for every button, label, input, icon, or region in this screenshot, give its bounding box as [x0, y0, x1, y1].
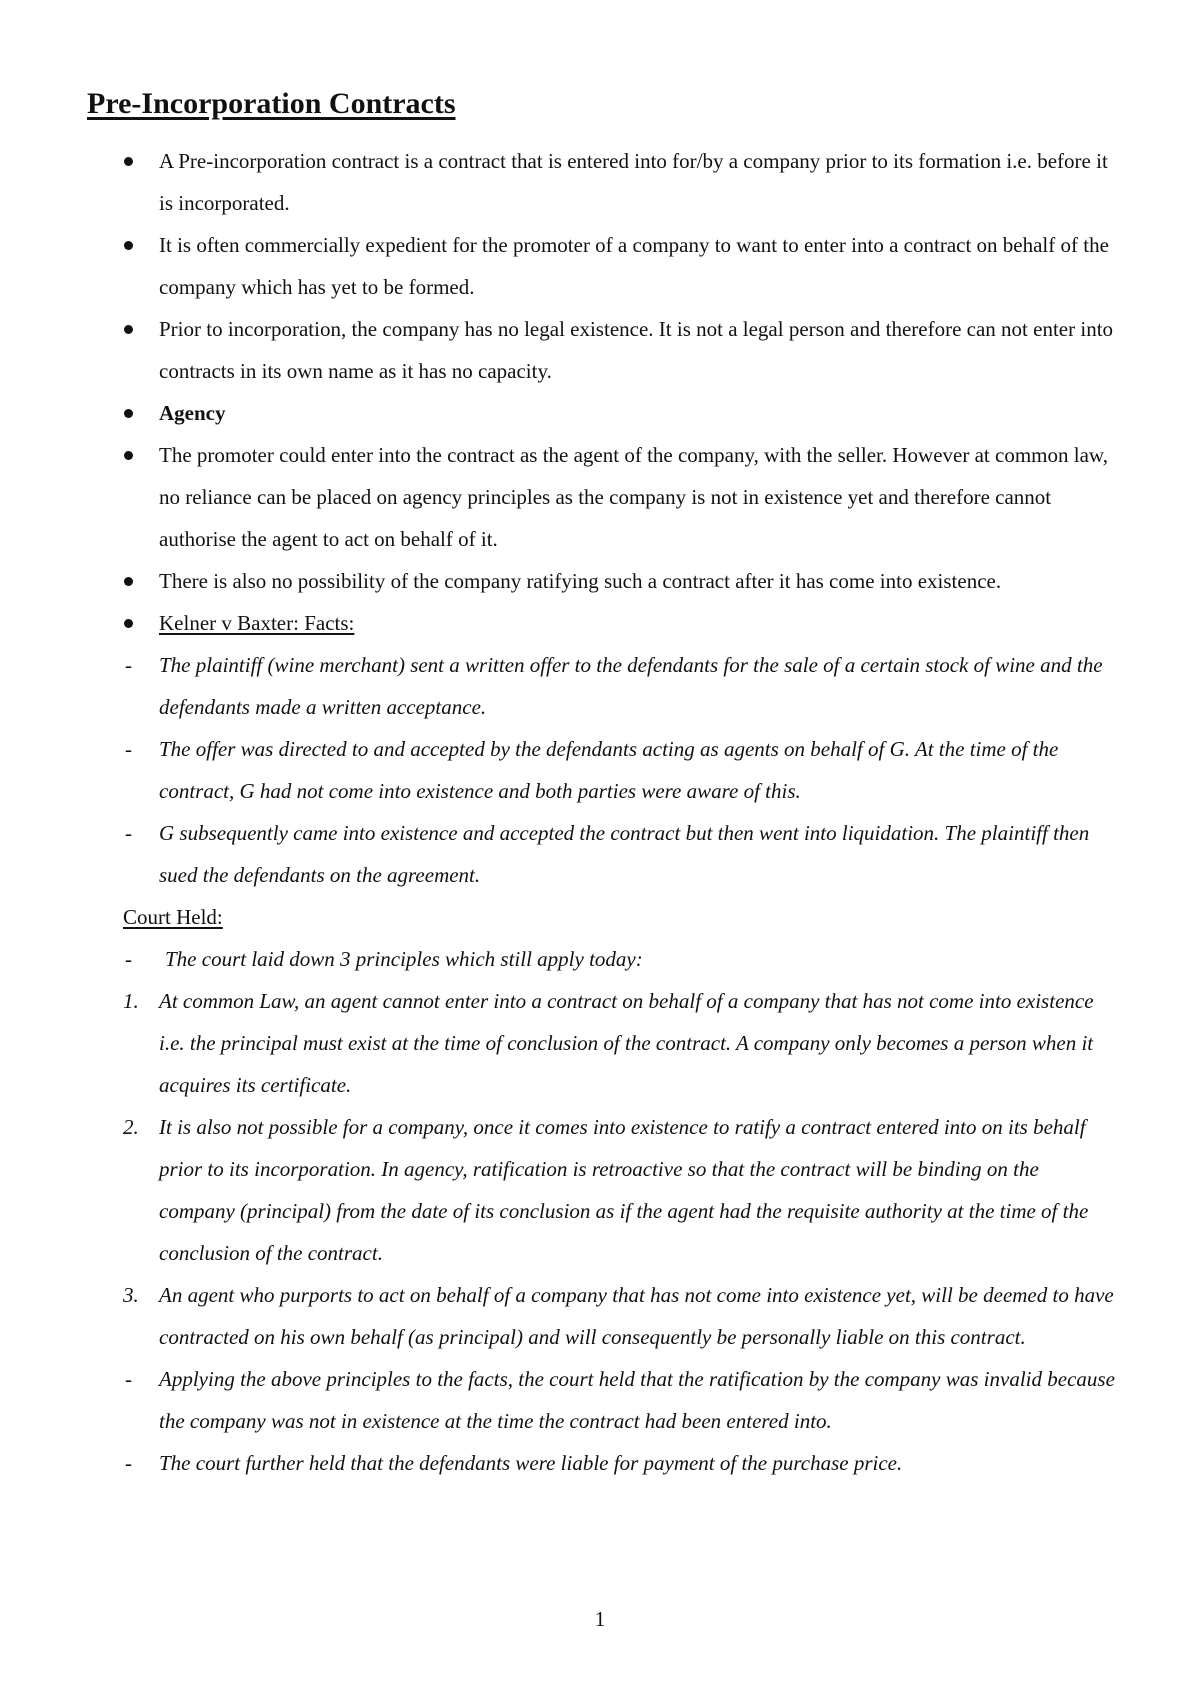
dash-marker: - — [125, 1451, 132, 1475]
bullet-item — [0, 224, 1200, 308]
number-marker: 1. — [123, 989, 139, 1013]
bullet-text: A Pre-incorporation contract is a contract that is entered into for/by a company prior to its formation i.e. before it is incorporated. — [159, 149, 1108, 215]
page-title: Pre-Incorporation Contracts — [87, 87, 456, 120]
court-held-row — [0, 896, 1200, 938]
dash-item — [0, 644, 1200, 728]
bullet-text: It is often commercially expedient for the promoter of a company to want to enter into a contract on behalf of the company which has yet to be formed. — [159, 233, 1109, 299]
court-held-heading: Court Held: — [123, 905, 223, 929]
bullet-item — [0, 434, 1200, 560]
bullet-icon — [124, 619, 133, 628]
dash-marker: - — [125, 737, 132, 761]
bullet-icon — [124, 451, 133, 460]
numbered-item — [0, 1106, 1200, 1274]
dash-marker: - — [125, 821, 132, 845]
dash-item — [0, 1358, 1200, 1442]
content-body — [0, 140, 1200, 1484]
bullet-icon — [124, 577, 133, 586]
numbered-item — [0, 1274, 1200, 1358]
number-marker: 3. — [123, 1283, 139, 1307]
dash-text: The court laid down 3 principles which still apply today: — [165, 947, 643, 971]
bullet-icon — [124, 157, 133, 166]
bullet-item-case-heading — [0, 602, 1200, 644]
dash-marker: - — [125, 1367, 132, 1391]
bullet-icon — [124, 325, 133, 334]
case-heading: Kelner v Baxter: Facts: — [159, 611, 355, 635]
numbered-text: At common Law, an agent cannot enter into a contract on behalf of a company that has not come into existence i.e. the principal must exist at the time of conclusion of the contract. A company only becomes a person when it acquires its certificate. — [159, 989, 1094, 1097]
dash-marker: - — [125, 947, 132, 971]
dash-marker: - — [125, 653, 132, 677]
bullet-item — [0, 140, 1200, 224]
bullet-text: The promoter could enter into the contract as the agent of the company, with the seller. However at common law, no reliance can be placed on agency principles as the company is not in existence yet and therefore cannot authorise the agent to act on behalf of it. — [159, 443, 1108, 551]
numbered-item — [0, 980, 1200, 1106]
dash-item — [0, 812, 1200, 896]
numbered-text: It is also not possible for a company, once it comes into existence to ratify a contract entered into on its behalf prior to its incorporation. In agency, ratification is retroactive so that the contract will be binding on the company (principal) from the date of its conclusion as if the agent had the requisite authority at the time of the conclusion of the contract. — [159, 1115, 1089, 1265]
dash-text: The plaintiff (wine merchant) sent a written offer to the defendants for the sale of a certain stock of wine and the defendants made a written acceptance. — [159, 653, 1103, 719]
bullet-item — [0, 308, 1200, 392]
bullet-icon — [124, 241, 133, 250]
bullet-text: There is also no possibility of the company ratifying such a contract after it has come into existence. — [159, 569, 1002, 593]
bullet-item-agency-heading — [0, 392, 1200, 434]
dash-item — [0, 938, 1200, 980]
dash-text: The court further held that the defendants were liable for payment of the purchase price. — [159, 1451, 903, 1475]
dash-text: Applying the above principles to the facts, the court held that the ratification by the company was invalid because the company was not in existence at the time the contract had been entered into. — [159, 1367, 1115, 1433]
dash-item — [0, 1442, 1200, 1484]
dash-item — [0, 728, 1200, 812]
bullet-text: Prior to incorporation, the company has no legal existence. It is not a legal person and therefore can not enter into contracts in its own name as it has no capacity. — [159, 317, 1114, 383]
page-number: 1 — [594, 1607, 606, 1631]
dash-text: G subsequently came into existence and accepted the contract but then went into liquidation. The plaintiff then sued the defendants on the agreement. — [159, 821, 1090, 887]
section-heading-agency: Agency — [159, 401, 226, 425]
bullet-icon — [124, 409, 133, 418]
dash-text: The offer was directed to and accepted by the defendants acting as agents on behalf of G. At the time of the contract, G had not come into existence and both parties were aware of this. — [159, 737, 1059, 803]
bullet-item — [0, 560, 1200, 602]
numbered-text: An agent who purports to act on behalf of a company that has not come into existence yet, will be deemed to have contracted on his own behalf (as principal) and will consequently be personally liable on this contract. — [159, 1283, 1114, 1349]
number-marker: 2. — [123, 1115, 139, 1139]
